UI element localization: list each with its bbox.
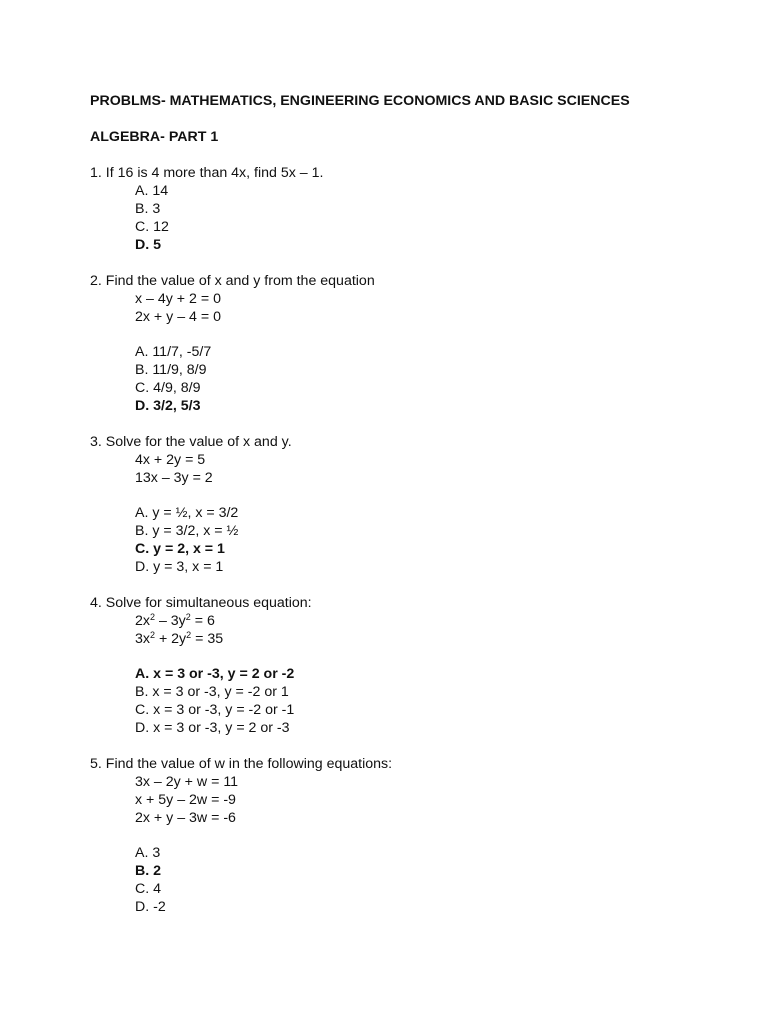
question-3-stem: 3. Solve for the value of x and y. [90, 434, 292, 450]
q5-option-a: A. 3 [135, 845, 161, 861]
q4-equation-1: $2x^2 - 3y^2 = 6$ [135, 612, 215, 629]
q4-option-c: C. x = 3 or -3, y = -2 or -1 [135, 702, 295, 718]
q2-option-b: B. 11/9, 8/9 [135, 362, 207, 378]
q3-equation-1: 4x + 2y = 5 [135, 452, 206, 468]
q4-equation-2: $3x^2 + 2y^2 = 35$ [135, 630, 224, 647]
q2-option-a: A. 11/7, -5/7 [135, 344, 212, 360]
q2-option-d-answer: D. 3/2, 5/3 [135, 398, 201, 414]
q3-equation-2: 13x – 3y = 2 [135, 470, 213, 486]
q1-option-d-answer: D. 5 [135, 237, 162, 253]
q2-option-c: C. 4/9, 8/9 [135, 380, 201, 396]
q4-option-a-answer: A. x = 3 or -3, y = 2 or -2 [135, 666, 295, 682]
section-heading: ALGEBRA- PART 1 [90, 129, 219, 145]
document-title: PROBLMS- MATHEMATICS, ENGINEERING ECONOMICS AND BASIC SCIENCES [90, 93, 630, 109]
question-4-stem: 4. Solve for simultaneous equation: [90, 595, 312, 611]
q1-option-c: C. 12 [135, 219, 169, 235]
q2-equation-2: 2x + y – 4 = 0 [135, 309, 221, 325]
q5-equation-3: 2x + y – 3w = -6 [135, 810, 236, 826]
q5-option-d: D. -2 [135, 899, 166, 915]
question-5-stem: 5. Find the value of w in the following equations: [90, 756, 393, 772]
question-1-stem: 1. If 16 is 4 more than 4x, find 5x – 1. [90, 165, 324, 181]
q1-option-a: A. 14 [135, 183, 169, 199]
q3-option-c-answer: C. y = 2, x = 1 [135, 541, 225, 557]
q5-equation-2: x + 5y – 2w = -9 [135, 792, 236, 808]
q5-option-c: C. 4 [135, 881, 162, 897]
q3-option-a: A. y = ½, x = 3/2 [135, 505, 239, 521]
q3-option-d: D. y = 3, x = 1 [135, 559, 224, 575]
q5-option-b-answer: B. 2 [135, 863, 162, 879]
q3-option-b: B. y = 3/2, x = ½ [135, 523, 239, 539]
q2-equation-1: x – 4y + 2 = 0 [135, 291, 221, 307]
q1-option-b: B. 3 [135, 201, 161, 217]
q5-equation-1: 3x – 2y + w = 11 [135, 774, 239, 790]
question-2-stem: 2. Find the value of x and y from the equation [90, 273, 375, 289]
q4-option-b: B. x = 3 or -3, y = -2 or 1 [135, 684, 289, 700]
q4-option-d: D. x = 3 or -3, y = 2 or -3 [135, 720, 290, 736]
